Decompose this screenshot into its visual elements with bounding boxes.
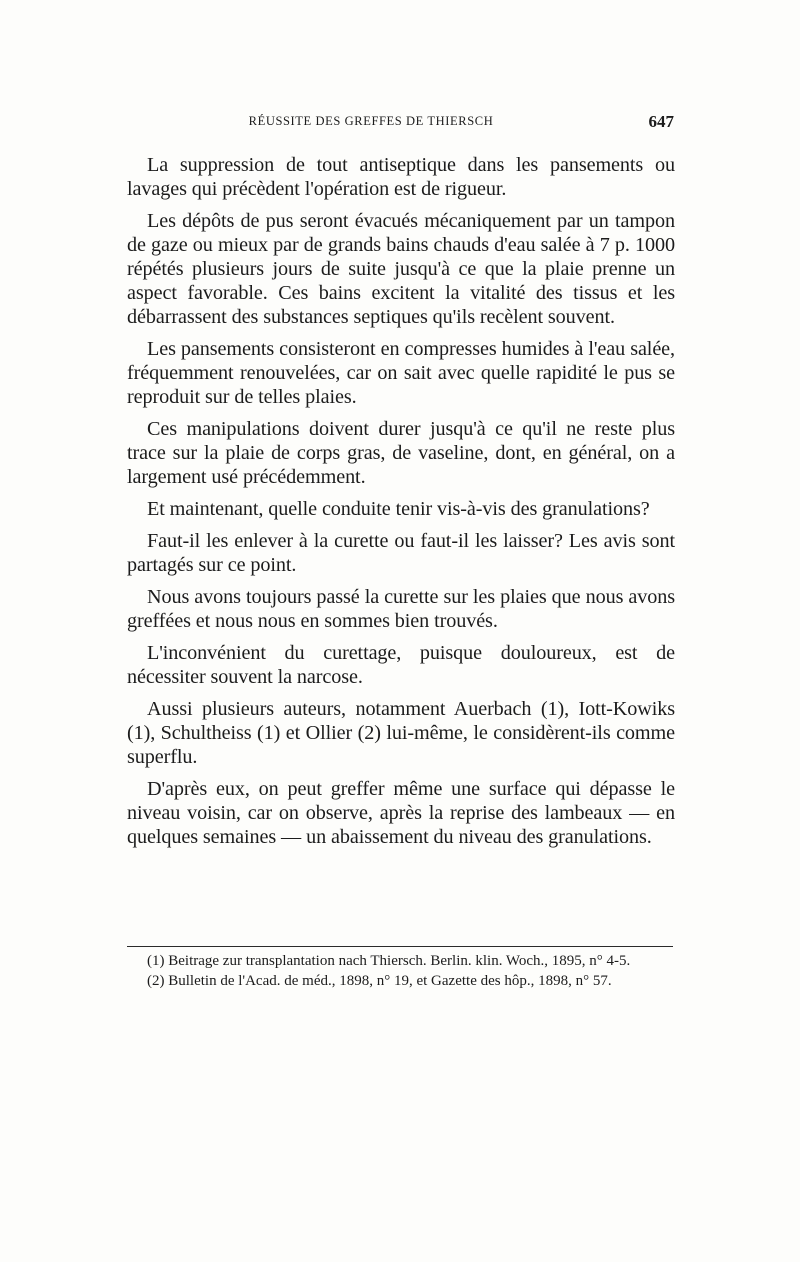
page-header xyxy=(128,114,674,134)
paragraph: D'après eux, on peut greffer même une surface qui dépasse le niveau voisin, car on observe, après la reprise des lambeaux — en quelques semaines — un abaissement du niveau des granulations. xyxy=(127,778,675,848)
paragraph: Faut-il les enlever à la curette ou faut-il les laisser? Les avis sont partagés sur ce point. xyxy=(127,530,675,576)
paragraph: Les dépôts de pus seront évacués mécaniquement par un tampon de gaze ou mieux par de grands bains chauds d'eau salée à 7 p. 1000 répétés plusieurs jours de suite jusqu'à ce que la plaie prenne un aspect favorable. Ces bains excitent la vitalité des tissus et les débarrassent des substances septiques qu'ils recèlent souvent. xyxy=(127,210,675,328)
footnote: (1) Beitrage zur transplantation nach Thiersch. Berlin. klin. Woch., 1895, n° 4-5. xyxy=(147,953,631,969)
paragraph: La suppression de tout antiseptique dans les pansements ou lavages qui précèdent l'opération est de rigueur. xyxy=(127,154,675,200)
paragraph: L'inconvénient du curettage, puisque douloureux, est de nécessiter souvent la narcose. xyxy=(127,642,675,688)
paragraph: Nous avons toujours passé la curette sur les plaies que nous avons greffées et nous nous en sommes bien trouvés. xyxy=(127,586,675,632)
footnote-rule xyxy=(127,946,673,947)
body-text xyxy=(127,153,675,857)
paragraph: Les pansements consisteront en compresses humides à l'eau salée, fréquemment renouvelées, car on sait avec quelle rapidité le pus se reproduit sur de telles plaies. xyxy=(127,338,675,408)
paragraph: Aussi plusieurs auteurs, notamment Auerbach (1), Iott-Kowiks (1), Schultheiss (1) et Ollier (2) lui-même, le considèrent-ils comme superflu. xyxy=(127,698,675,768)
paragraph: Ces manipulations doivent durer jusqu'à ce qu'il ne reste plus trace sur la plaie de corps gras, de vaseline, dont, en général, on a largement usé précédemment. xyxy=(127,418,675,488)
paragraph: Et maintenant, quelle conduite tenir vis-à-vis des granulations? xyxy=(147,498,650,520)
page-number: 647 xyxy=(648,112,674,131)
footnote: (2) Bulletin de l'Acad. de méd., 1898, n° 19, et Gazette des hôp., 1898, n° 57. xyxy=(147,973,612,989)
running-head: RÉUSSITE DES GREFFES DE THIERSCH xyxy=(248,114,494,128)
footnotes xyxy=(127,952,675,992)
